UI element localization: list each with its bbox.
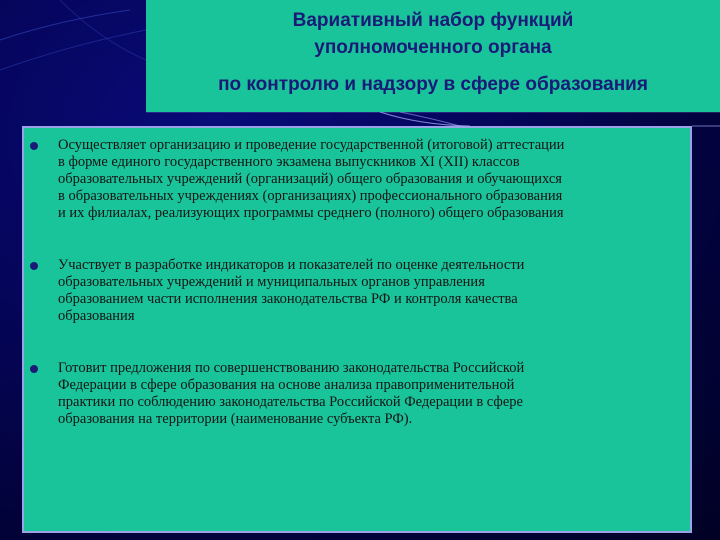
bullet-text: Осуществляет организацию и проведение государственной (итоговой) аттестации в форме единого государственного экзамена выпускников XI (XII) классов образовательных учреждений (организаций) общего образования и обучающихся в образовательных учреждениях (организациях) профессионального образования и их филиалах, реализующих программы среднего (полного) общего образования [58,137,565,221]
bullet-text: Участвует в разработке индикаторов и показателей по оценке деятельности образовательных учреждений и муниципальных органов управления образованием части исполнения законодательства РФ и контроля качества образования [58,257,525,324]
slide-title-line-3: по контролю и надзору в сфере образования [218,74,648,95]
bullet-dot-icon [30,262,38,270]
slide-title-line-2: уполномоченного органа [314,37,552,58]
bullet-dot-icon [30,365,38,373]
bullet-text: Готовит предложения по совершенствованию законодательства Российской Федерации в сфере образования на основе анализа правоприменительной практики по соблюдению законодательства Российской Федерации в сфере образования на территории (наименование субъекта РФ). [58,360,525,427]
bullet-dot-icon [30,142,38,150]
slide-title-line-1: Вариативный набор функций [292,10,574,31]
